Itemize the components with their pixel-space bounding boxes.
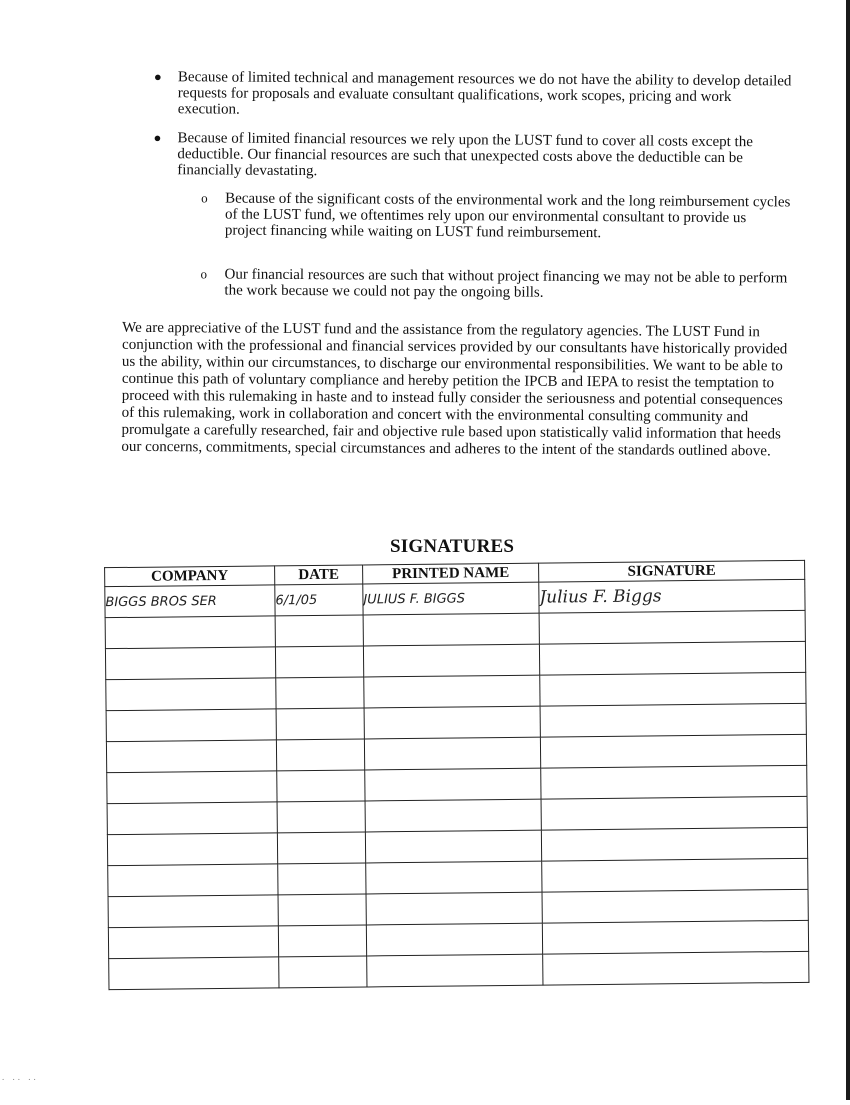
printed-name-cell <box>364 737 540 770</box>
company-cell <box>106 709 276 742</box>
printed-name-cell <box>366 892 542 925</box>
bullet-item <box>154 69 794 121</box>
printed-name-cell <box>365 768 541 801</box>
company-cell <box>107 802 277 835</box>
date-cell: 6/1/05 <box>275 584 363 616</box>
date-cell <box>276 739 364 771</box>
signature-cell <box>539 610 805 644</box>
column-header-company: COMPANY <box>105 566 275 587</box>
column-header-date: DATE <box>275 565 363 585</box>
signature-cell <box>540 672 806 706</box>
sub-bullet-item <box>201 190 791 242</box>
sub-bullet-text: Our financial resources are such that without project financing we may not be able to perform the work because we could not pay the ongoing bills. <box>224 266 788 301</box>
signatures-heading: SIGNATURES <box>390 536 515 557</box>
date-cell <box>278 894 366 926</box>
column-header-signature: SIGNATURE <box>539 560 805 582</box>
printed-name-cell <box>364 675 540 708</box>
company-cell: BIGGS BROS SER <box>105 585 275 618</box>
sub-bullet-item <box>200 266 790 302</box>
date-cell <box>275 615 363 647</box>
printed-name-cell <box>364 706 540 739</box>
printed-name-cell <box>367 954 543 987</box>
company-cell <box>108 926 278 959</box>
printed-name-cell: JULIUS F. BIGGS <box>363 582 539 615</box>
date-cell <box>277 801 365 833</box>
bullet-text: Because of limited financial resources we rely upon the LUST fund to cover all costs except the deductible. Our financial resources are such that unexpected costs above the deductible can be financially devastating. <box>177 130 753 180</box>
printed-name-cell <box>365 830 541 863</box>
company-cell <box>105 616 275 649</box>
signature-cell <box>540 703 806 737</box>
company-cell <box>105 647 275 680</box>
company-cell <box>109 957 279 990</box>
signature-row <box>109 951 809 989</box>
scan-marks: . .. .. <box>2 1072 39 1082</box>
signature-cell <box>539 641 805 675</box>
date-cell <box>278 863 366 895</box>
column-header-printed-name: PRINTED NAME <box>363 563 539 584</box>
signature-cell <box>541 796 807 830</box>
signature-cell: Julius F. Biggs <box>539 579 805 613</box>
signature-cell <box>543 951 809 985</box>
date-cell <box>277 832 365 864</box>
circle-bullet-icon: o <box>201 190 208 206</box>
signature-cell <box>542 858 808 892</box>
company-cell <box>107 771 277 804</box>
signature-cell <box>540 734 806 768</box>
printed-name-cell <box>366 923 542 956</box>
signature-cell <box>542 889 808 923</box>
date-cell <box>278 925 366 957</box>
date-cell <box>276 677 364 709</box>
company-cell <box>108 864 278 897</box>
company-cell <box>107 833 277 866</box>
company-cell <box>106 678 276 711</box>
printed-name-cell <box>366 861 542 894</box>
date-cell <box>276 708 364 740</box>
signature-cell <box>541 765 807 799</box>
petition-paragraph: We are appreciative of the LUST fund and the assistance from the regulatory agencies. The LUST Fund in conjunction with the professional and financial services provided by our consultants have historically provided us the ability, within our circumstances, to discharge our environmental responsibilities. We want to be able to continue this path of voluntary compliance and hereby petition the IPCB and IEPA to resist the temptation to proceed with this rulemaking in haste and to instead fully consider the seriousness and potential consequences of this rulemaking, work in collaboration and concert with the environmental consulting community and promulgate a carefully researched, fair and objective rule based upon statistically valid information that heeds our concerns, commitments, special circumstances and adheres to the intent of the standards outlined above. <box>121 319 788 460</box>
company-cell <box>108 895 278 928</box>
printed-name-cell <box>365 799 541 832</box>
company-cell <box>106 740 276 773</box>
circle-bullet-icon: o <box>200 266 208 282</box>
date-cell <box>277 770 365 802</box>
signature-table <box>104 560 809 990</box>
bullet-icon: ● <box>153 69 162 85</box>
date-cell <box>275 646 363 678</box>
date-cell <box>279 956 367 988</box>
bullet-item <box>153 130 793 182</box>
bullet-text: Because of limited technical and management resources we do not have the ability to develop detailed requests for proposals and evaluate consultant qualifications, work scopes, pricing and work execution. <box>177 69 792 118</box>
sub-bullet-text: Because of the significant costs of the environmental work and the long reimbursement cycles of the LUST fund, we oftentimes rely upon our environmental consultant to provide us project financing while waiting on LUST fund reimbursement. <box>224 190 791 242</box>
signature-cell <box>541 827 807 861</box>
printed-name-cell <box>363 644 539 677</box>
printed-name-cell <box>363 613 539 646</box>
bullet-icon: ● <box>153 130 162 146</box>
signature-cell <box>542 920 808 954</box>
